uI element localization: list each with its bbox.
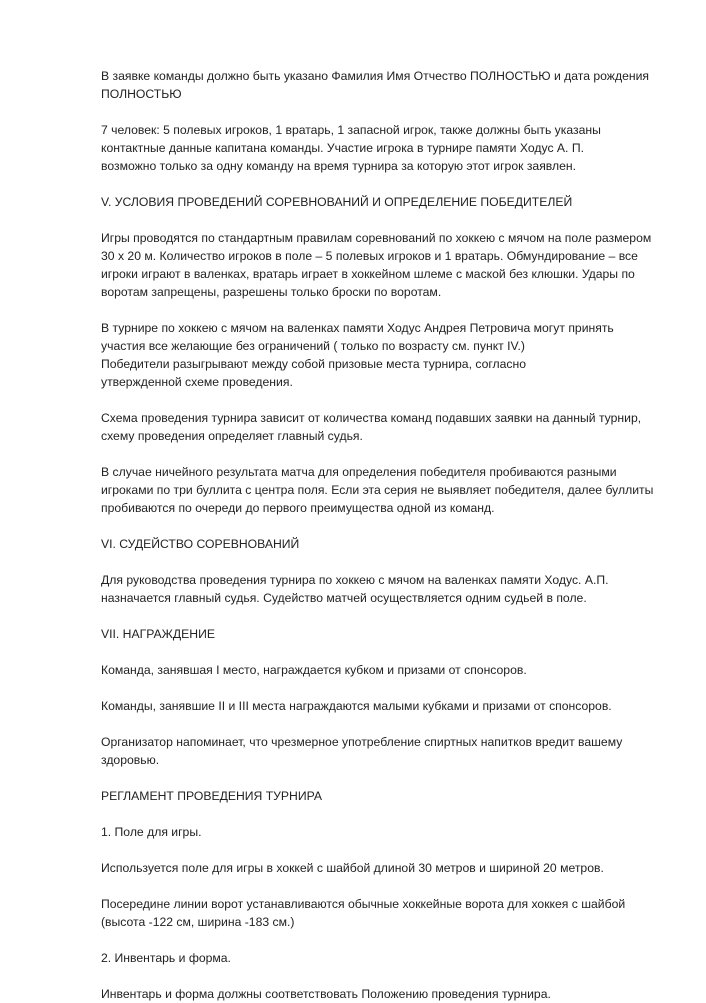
paragraph-field-size: Используется поле для игры в хоккей с шайбой длиной 30 метров и шириной 20 метров. [101, 861, 604, 875]
document-page [101, 67, 691, 1003]
paragraph-tournament-scheme: Схема проведения турнира зависит от количества команд подавших заявки на данный турнир, схему проведения определяет главный судья. [101, 411, 642, 443]
paragraph-field-title: 1. Поле для игры. [101, 825, 202, 839]
section-heading-conditions: V. УСЛОВИЯ ПРОВЕДЕНИЙ СОРЕВНОВАНИЙ И ОПРЕДЕЛЕНИЕ ПОБЕДИТЕЛЕЙ [101, 195, 573, 209]
paragraph-second-third-place: Команды, занявшие II и III места награждаются малыми кубками и призами от спонсоров. [101, 699, 612, 713]
paragraph-participation: В турнире по хоккею с мячом на валенках памяти Ходус Андрея Петровича могут принять участия все желающие без ограничений ( только по возрасту см. пункт IV.) Победители разыгрывают между собой призовые места турнира, согласно утвержденной схеме проведения. [101, 321, 614, 389]
section-heading-awards: VII. НАГРАЖДЕНИЕ [101, 627, 215, 641]
section-heading-regulations: РЕГЛАМЕНТ ПРОВЕДЕНИЯ ТУРНИРА [101, 789, 323, 803]
paragraph-application-names: В заявке команды должно быть указано Фамилия Имя Отчество ПОЛНОСТЬЮ и дата рождения ПОЛНОСТЬЮ [101, 69, 649, 101]
paragraph-first-place: Команда, занявшая I место, награждается кубком и призами от спонсоров. [101, 663, 527, 677]
paragraph-team-composition: 7 человек: 5 полевых игроков, 1 вратарь, 1 запасной игрок, также должны быть указаны контактные данные капитана команды. Участие игрока в турнире памяти Ходус А. П. возможно только за одну команду на время турнира за которую этот игрок заявлен. [101, 123, 601, 173]
paragraph-alcohol-warning: Организатор напоминает, что чрезмерное употребление спиртных напитков вредит вашему здоровью. [101, 735, 623, 767]
paragraph-referee: Для руководства проведения турнира по хоккею с мячом на валенках памяти Ходус. А.П. назначается главный судья. Судейство матчей осуществляется одним судьей в поле. [101, 573, 609, 605]
paragraph-game-rules: Игры проводятся по стандартным правилам соревнований по хоккею с мячом на поле размером 30 х 20 м. Количество игроков в поле – 5 полевых игроков и 1 вратарь. Обмундирование – все игроки играют в валенках, вратарь играет в хоккейном шлеме с маской без клюшки. Удары по воротам запрещены, разрешены только броски по воротам. [101, 231, 652, 299]
paragraph-draw-bullits: В случае ничейного результата матча для определения победителя пробиваются разными игроками по три буллита с центра поля. Если эта серия не выявляет победителя, далее буллиты пробиваются по очереди до первого преимущества одной из команд. [101, 465, 654, 515]
section-heading-refereeing: VI. СУДЕЙСТВО СОРЕВНОВАНИЙ [101, 537, 300, 551]
paragraph-equipment-title: 2. Инвентарь и форма. [101, 951, 231, 965]
paragraph-goals: Посередине линии ворот устанавливаются обычные хоккейные ворота для хоккея с шайбой (высота -122 см, ширина -183 см.) [101, 897, 626, 929]
paragraph-equipment-rules: Инвентарь и форма должны соответствовать Положению проведения турнира. [101, 987, 551, 1001]
